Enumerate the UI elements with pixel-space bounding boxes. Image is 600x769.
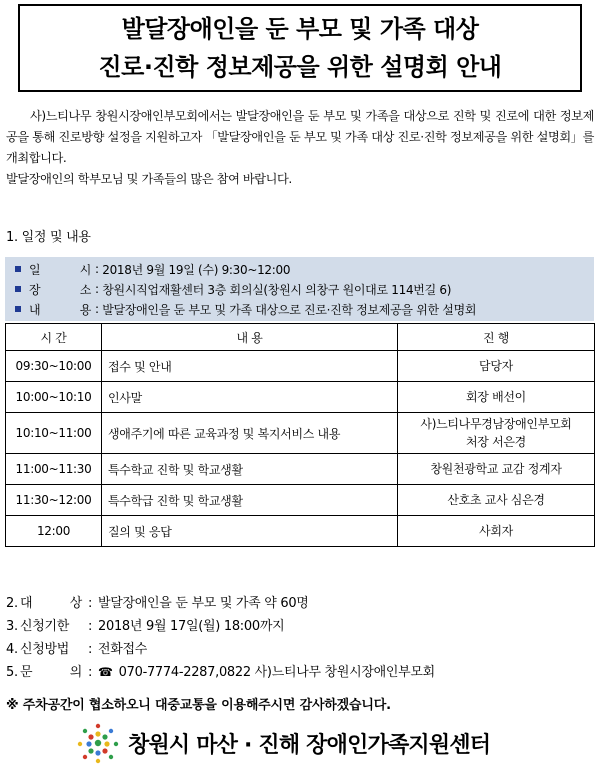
intro-text — [6, 106, 594, 190]
dots-burst-logo-icon — [74, 721, 122, 765]
header-content: 내 용 — [102, 324, 398, 351]
square-bullet-icon — [15, 286, 21, 292]
footer-org-name: 창원시 마산 · 진해 장애인가족지원센터 — [128, 732, 491, 758]
info-row-place: 장 소 : 창원시직업재활센터 3층 회의실(창원시 의창구 원이대로 114번길 6) — [5, 279, 594, 299]
info-label: 일 시 — [29, 262, 91, 277]
header-time: 시 간 — [6, 324, 102, 351]
row-host: 담당자 — [398, 351, 595, 382]
row-time: 12:00 — [6, 516, 102, 547]
intro-paragraph-1: 사)느티나무 창원시장애인부모회에서는 발달장애인을 둔 부모 및 가족을 대상으로 진학 및 진로에 대한 정보제공을 통해 진로방향 설정을 지원하고자 「발달장애인을 둔 부모 및 가족 대상 진로·진학 정보제공을 위한 설명회」를 개최합니다. — [6, 109, 594, 165]
square-bullet-icon — [15, 266, 21, 272]
info-row-date: 일 시 : 2018년 9월 19일 (수) 9:30~12:00 — [5, 259, 594, 279]
list-item-deadline: 3. 신청기한 : 2018년 9월 17일(월) 18:00까지 — [6, 615, 594, 638]
deadline-value: 2018년 9월 17일(월) 18:00까지 — [98, 619, 285, 634]
details-list — [6, 592, 594, 684]
parking-notice: ※ 주차공간이 협소하오니 대중교통을 이용해주시면 감사하겠습니다. — [6, 698, 391, 713]
section-heading-schedule: 1. 일정 및 내용 — [6, 230, 91, 245]
row-content: 인사말 — [102, 382, 398, 413]
title-line-2: 진로·진학 정보제공을 위한 설명회 안내 — [98, 53, 502, 81]
table-row — [6, 485, 595, 516]
row-content: 특수학교 진학 및 학교생활 — [102, 454, 398, 485]
list-item-contact: 5. 문 의 : ☎ 070-7774-2287,0822 사)느티나무 창원시장애인부모회 — [6, 661, 594, 684]
row-host: 회장 배선이 — [398, 382, 595, 413]
row-time: 11:30~12:00 — [6, 485, 102, 516]
list-item-target: 2. 대 상 : 발달장애인을 둔 부모 및 가족 약 60명 — [6, 592, 594, 615]
table-row — [6, 413, 595, 454]
method-value: 전화접수 — [98, 642, 148, 657]
target-value: 발달장애인을 둔 부모 및 가족 약 60명 — [98, 596, 309, 611]
row-time: 10:00~10:10 — [6, 382, 102, 413]
row-time: 11:00~11:30 — [6, 454, 102, 485]
footer-org — [74, 721, 490, 765]
info-label: 장 소 — [29, 282, 91, 297]
row-host: 사회자 — [398, 516, 595, 547]
table-row — [6, 454, 595, 485]
row-time: 09:30~10:00 — [6, 351, 102, 382]
square-bullet-icon — [15, 306, 21, 312]
row-content: 생애주기에 따른 교육과정 및 복지서비스 내용 — [102, 413, 398, 454]
intro-paragraph-2: 발달장애인의 학부모님 및 가족들의 많은 참여 바랍니다. — [6, 172, 292, 186]
header-host: 진 행 — [398, 324, 595, 351]
schedule-header-row — [6, 324, 595, 351]
info-label: 내 용 — [29, 302, 91, 317]
info-value-date: 2018년 9월 19일 (수) 9:30~12:00 — [102, 262, 291, 277]
row-host-line-1: 사)느티나무경남장애인부모회 — [420, 417, 572, 431]
schedule-table — [5, 323, 595, 547]
title-box — [18, 4, 582, 92]
row-host — [398, 413, 595, 454]
table-row — [6, 516, 595, 547]
row-content: 특수학급 진학 및 학교생활 — [102, 485, 398, 516]
list-item-method: 4. 신청방법 : 전화접수 — [6, 638, 594, 661]
row-time: 10:10~11:00 — [6, 413, 102, 454]
row-content: 질의 및 응답 — [102, 516, 398, 547]
info-value-content: 발달장애인을 둔 부모 및 가족 대상으로 진로·진학 정보제공을 위한 설명회 — [102, 302, 477, 317]
info-value-place: 창원시직업재활센터 3층 회의실(창원시 의창구 원이대로 114번길 6) — [102, 282, 452, 297]
info-row-content: 내 용 : 발달장애인을 둔 부모 및 가족 대상으로 진로·진학 정보제공을 위한 설명회 — [5, 299, 594, 319]
row-host: 산호초 교사 심은경 — [398, 485, 595, 516]
row-host-line-2: 처장 서은경 — [466, 435, 526, 449]
contact-value: 070-7774-2287,0822 사)느티나무 창원시장애인부모회 — [118, 665, 435, 680]
row-host: 창원천광학교 교감 정계자 — [398, 454, 595, 485]
table-row — [6, 351, 595, 382]
event-info-box — [5, 257, 594, 321]
row-content: 접수 및 안내 — [102, 351, 398, 382]
table-row — [6, 382, 595, 413]
phone-icon: ☎ — [98, 665, 113, 679]
title-line-1: 발달장애인을 둔 부모 및 가족 대상 — [121, 15, 479, 43]
